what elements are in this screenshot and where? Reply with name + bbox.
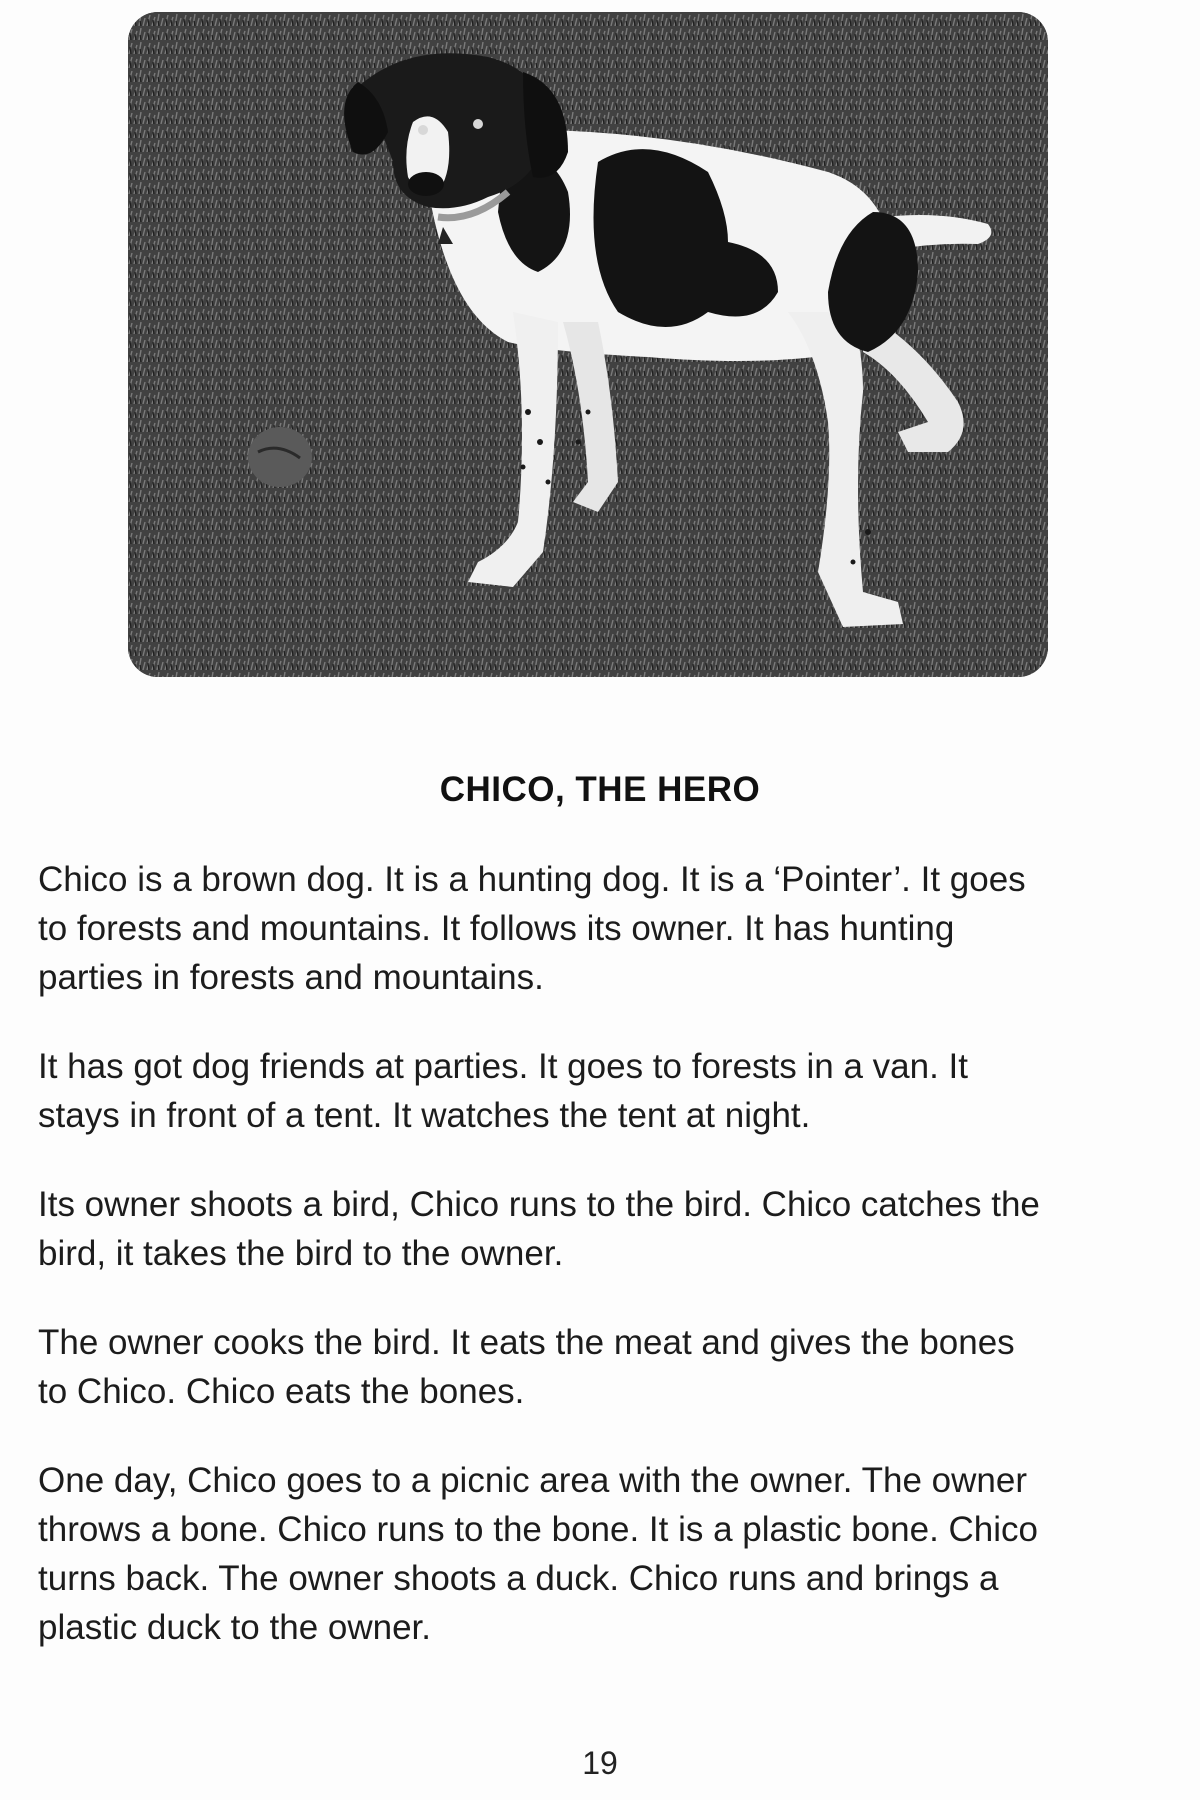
story-paragraph-5: One day, Chico goes to a picnic area with the owner. The owner throws a bone. Chico runs to the bone. It is a plastic bone. Chico turns back. The owner shoots a duck. Chico runs and brings a plastic duck to the owner. (38, 1461, 1039, 1647)
page-number: 19 (582, 1745, 618, 1781)
story-body (38, 855, 1168, 1692)
dog-photo (128, 12, 1048, 677)
story-paragraph-2: It has got dog friends at parties. It goes to forests in a van. It stays in front of a tent. It watches the tent at night. (38, 1047, 968, 1135)
story-paragraph-3: Its owner shoots a bird, Chico runs to the bird. Chico catches the bird, it takes the bird to the owner. (38, 1185, 1040, 1273)
story-paragraph-4: The owner cooks the bird. It eats the meat and gives the bones to Chico. Chico eats the bones. (38, 1323, 1015, 1411)
story-paragraph-1: Chico is a brown dog. It is a hunting dog. It is a ‘Pointer’. It goes to forests and mountains. It follows its owner. It has hunting parties in forests and mountains. (38, 860, 1026, 997)
story-title: CHICO, THE HERO (439, 770, 761, 809)
dog-photo-illustration (128, 12, 1048, 677)
